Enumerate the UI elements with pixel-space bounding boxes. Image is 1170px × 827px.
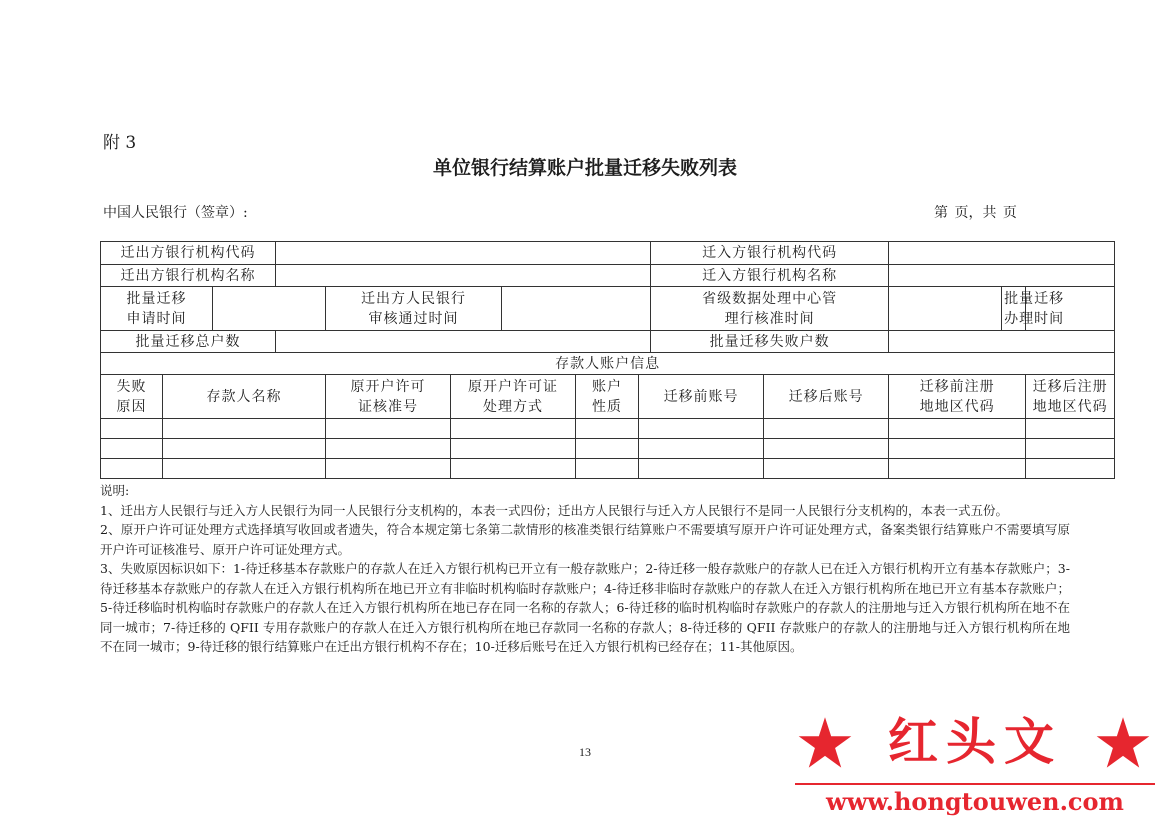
col-header-account-after: 迁移后账号: [764, 375, 889, 419]
table-cell[interactable]: [639, 419, 764, 439]
in-bank-name-label: 迁入方银行机构名称: [651, 265, 889, 287]
pboc-review-time-label-line1: 迁出方人民银行: [361, 290, 467, 307]
pboc-review-time-label-line2: 审核通过时间: [368, 310, 459, 327]
col-header-region-after-line2: 地地区代码: [1032, 398, 1108, 415]
total-accounts-cell[interactable]: [276, 331, 651, 353]
table-cell[interactable]: [1026, 419, 1115, 439]
column-header-row: [101, 375, 1115, 419]
col-header-license-approval-no: [326, 375, 451, 419]
provincial-center-time-label-line2: 理行核准时间: [724, 310, 815, 327]
table-cell[interactable]: [889, 419, 1026, 439]
failed-accounts-cell[interactable]: [889, 331, 1115, 353]
col-header-license-handling: [451, 375, 576, 419]
table-cell[interactable]: [639, 459, 764, 479]
watermark-logo: [795, 705, 1155, 820]
table-cell[interactable]: [163, 439, 326, 459]
table-row: [101, 439, 1115, 459]
col-header-failure-reason: [101, 375, 163, 419]
col-header-account-type-line2: 性质: [592, 398, 623, 415]
provincial-center-time-label-line1: 省级数据处理中心管: [702, 290, 838, 307]
col-header-license-approval-no-line2: 证核准号: [358, 398, 419, 415]
watermark-row: [795, 705, 1155, 785]
table-cell[interactable]: [576, 459, 639, 479]
notes-section: [100, 481, 1070, 657]
table-row: [101, 242, 1115, 265]
table-row: [101, 331, 1115, 353]
issuer-signature-label: 中国人民银行（签章）:: [103, 205, 248, 221]
col-header-license-approval-no-line1: 原开户许可: [350, 378, 426, 395]
total-accounts-label: 批量迁移总户数: [101, 331, 276, 353]
col-header-region-after-line1: 迁移后注册: [1032, 378, 1108, 395]
watermark-text: 红头文: [888, 713, 1062, 771]
table-cell[interactable]: [451, 439, 576, 459]
star-icon: [1095, 715, 1151, 771]
col-header-region-before: [889, 375, 1026, 419]
in-bank-code-cell[interactable]: [889, 242, 1115, 265]
page-title: 单位银行结算账户批量迁移失败列表: [432, 157, 737, 179]
table-cell[interactable]: [451, 459, 576, 479]
note-item-3: 3、失败原因标识如下：1-待迁移基本存款账户的存款人在迁入方银行机构已开立有一般存款账户；2-待迁移一般存款账户的存款人已在迁入方银行机构开立有基本存款账户；3-待迁移基本存款账户的存款人在迁入方银行机构所在地已开立有非临时机构临时存款账户；4-待迁移非临时存款账户的存款人在迁入方银行机构所在地已开立有基本存款账户；5-待迁移临时机构临时存款账户的存款人在迁入方银行机构所在地已存在同一名称的存款人；6-待迁移的临时机构临时存款账户的存款人的注册地与迁入方银行机构所在地不在同一城市；7-待迁移的 QFII 专用存款账户的存款人在迁入方银行机构所在地已存款同一名称的存款人；8-待迁移的 QFII 存款账户的存款人的注册地与迁入方银行机构所在地不在同一城市；9-待迁移的银行结算账户在迁出方银行机构不存在；10-迁移后账号在迁入方银行机构已经存在；11-其他原因。: [100, 561, 1070, 654]
batch-apply-time-label-line1: 批量迁移: [126, 290, 187, 307]
table-row: [101, 353, 1115, 375]
table-cell[interactable]: [1026, 439, 1115, 459]
col-header-failure-reason-line1: 失败: [116, 378, 147, 395]
col-header-region-after: [1026, 375, 1115, 419]
table-cell[interactable]: [163, 459, 326, 479]
col-header-account-type: [576, 375, 639, 419]
table-cell[interactable]: [1026, 459, 1115, 479]
col-header-failure-reason-line2: 原因: [116, 398, 147, 415]
star-icon: [797, 715, 853, 771]
col-header-depositor-name: 存款人名称: [163, 375, 326, 419]
table-cell[interactable]: [764, 419, 889, 439]
table-row: [101, 287, 1115, 331]
annex-label: 附 3: [103, 133, 137, 153]
table-row: [101, 419, 1115, 439]
note-item-1: 1、迁出方人民银行与迁入方人民银行为同一人民银行分支机构的，本表一式四份；迁出方人民银行与迁入方人民银行不是同一人民银行分支机构的，本表一式五份。: [100, 502, 1008, 518]
col-header-region-before-line1: 迁移前注册: [919, 378, 995, 395]
note-item-2: 2、原开户许可证处理方式选择填写收回或者遗失，符合本规定第七条第二款情形的核准类银行结算账户不需要填写原开户许可证处理方式，备案类银行结算账户不需要填写原开户许可证核准号、原开户许可证处理方式。: [100, 522, 1070, 557]
col-header-account-before: 迁移前账号: [639, 375, 764, 419]
col-header-license-handling-line2: 处理方式: [483, 398, 544, 415]
table-cell[interactable]: [576, 439, 639, 459]
table-cell[interactable]: [101, 459, 163, 479]
page-number: 13: [579, 745, 591, 759]
table-cell[interactable]: [326, 459, 451, 479]
provincial-center-time-cell[interactable]: [889, 287, 1002, 331]
table-cell[interactable]: [889, 439, 1026, 459]
table-cell[interactable]: [101, 419, 163, 439]
out-bank-name-cell[interactable]: [276, 265, 651, 287]
notes-heading: 说明:: [100, 483, 130, 498]
col-header-license-handling-line1: 原开户许可证: [468, 378, 559, 395]
col-header-account-type-line1: 账户: [592, 378, 623, 395]
failure-list-table: [100, 241, 1115, 479]
provincial-center-time-label: [651, 287, 889, 331]
batch-apply-time-cell[interactable]: [213, 287, 326, 331]
col-header-region-before-line2: 地地区代码: [919, 398, 995, 415]
table-cell[interactable]: [101, 439, 163, 459]
table-row: [101, 459, 1115, 479]
out-bank-code-label: 迁出方银行机构代码: [101, 242, 276, 265]
in-bank-name-cell[interactable]: [889, 265, 1115, 287]
table-cell[interactable]: [889, 459, 1026, 479]
batch-process-time-label-line2: 办理时间: [1004, 310, 1065, 327]
table-cell[interactable]: [764, 439, 889, 459]
out-bank-name-label: 迁出方银行机构名称: [101, 265, 276, 287]
batch-process-time-label: [1002, 287, 1065, 331]
batch-apply-time-label-line2: 申请时间: [126, 310, 187, 327]
table-cell[interactable]: [639, 439, 764, 459]
failed-accounts-label: 批量迁移失败户数: [651, 331, 889, 353]
out-bank-code-cell[interactable]: [276, 242, 651, 265]
batch-process-time-label-line1: 批量迁移: [1004, 290, 1065, 307]
table-cell[interactable]: [163, 419, 326, 439]
in-bank-code-label: 迁入方银行机构代码: [651, 242, 889, 265]
pboc-review-time-label: [326, 287, 502, 331]
table-cell[interactable]: [451, 419, 576, 439]
table-row: [101, 265, 1115, 287]
table-cell[interactable]: [326, 439, 451, 459]
pboc-review-time-cell[interactable]: [502, 287, 651, 331]
watermark-divider: [795, 783, 1155, 785]
watermark-url: www.hongtouwen.com: [826, 787, 1124, 816]
table-cell[interactable]: [326, 419, 451, 439]
page-count-label: 第 页，共 页: [934, 205, 1017, 221]
batch-apply-time-label: [101, 287, 213, 331]
table-cell[interactable]: [576, 419, 639, 439]
table-cell[interactable]: [764, 459, 889, 479]
depositor-section-title: 存款人账户信息: [101, 353, 1115, 375]
